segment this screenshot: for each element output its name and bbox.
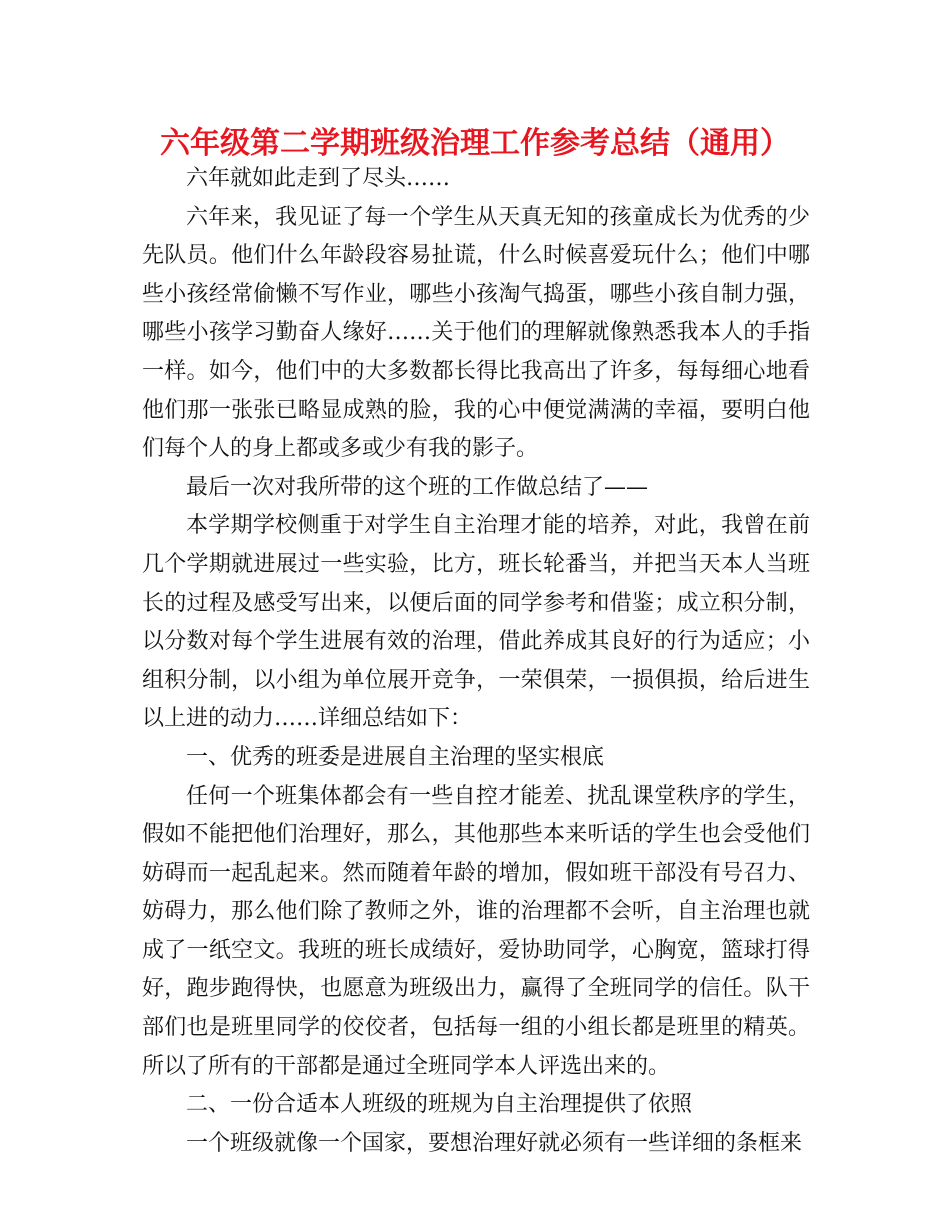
section-heading: 二、一份合适本人班级的班规为自主治理提供了依照 — [186, 1092, 693, 1118]
document-body — [142, 160, 810, 1163]
section-heading: 一、优秀的班委是进展自主治理的坚实根底 — [186, 744, 605, 770]
paragraph: 本学期学校侧重于对学生自主治理才能的培养，对此，我曾在前几个学期就进展过一些实验，比方，班长轮番当，并把当天本人当班长的过程及感受写出来，以便后面的同学参考和借鉴；成立积分制，以分数对每个学生进展有效的治理，借此养成其良好的行为适应；小组积分制，以小组为单位展开竞争，一荣俱荣，一损俱损，给后进生以上进的动力……详细总结如下： — [142, 513, 810, 732]
paragraph: 六年就如此走到了尽头…… — [186, 166, 451, 191]
paragraph: 一个班级就像一个国家，要想治理好就必须有一些详细的条框来 — [186, 1130, 803, 1156]
document-title: 六年级第二学期班级治理工作参考总结（通用） — [160, 126, 790, 161]
paragraph: 最后一次对我所带的这个班的工作做总结了—— — [186, 474, 649, 500]
paragraph: 任何一个班集体都会有一些自控才能差、扰乱课堂秩序的学生，假如不能把他们治理好，那么，其他那些本来听话的学生也会受他们妨碍而一起乱起来。然而随着年龄的增加，假如班干部没有号召力、妨碍力，那么他们除了教师之外，谁的治理都不会听，自主治理也就成了一纸空文。我班的班长成绩好，爱协助同学，心胸宽，篮球打得好，跑步跑得快，也愿意为班级出力，赢得了全班同学的信任。队干部们也是班里同学的佼佼者，包括每一组的小组长都是班里的精英。所以了所有的干部都是通过全班同学本人评选出来的。 — [142, 783, 810, 1079]
paragraph: 六年来，我见证了每一个学生从天真无知的孩童成长为优秀的少先队员。他们什么年龄段容易扯谎，什么时候喜爱玩什么；他们中哪些小孩经常偷懒不写作业，哪些小孩淘气捣蛋，哪些小孩自制力强，哪些小孩学习勤奋人缘好……关于他们的理解就像熟悉我本人的手指一样。如今，他们中的大多数都长得比我高出了许多，每每细心地看他们那一张张已略显成熟的脸，我的心中便觉满满的幸福，要明白他们每个人的身上都或多或少有我的影子。 — [142, 204, 810, 462]
